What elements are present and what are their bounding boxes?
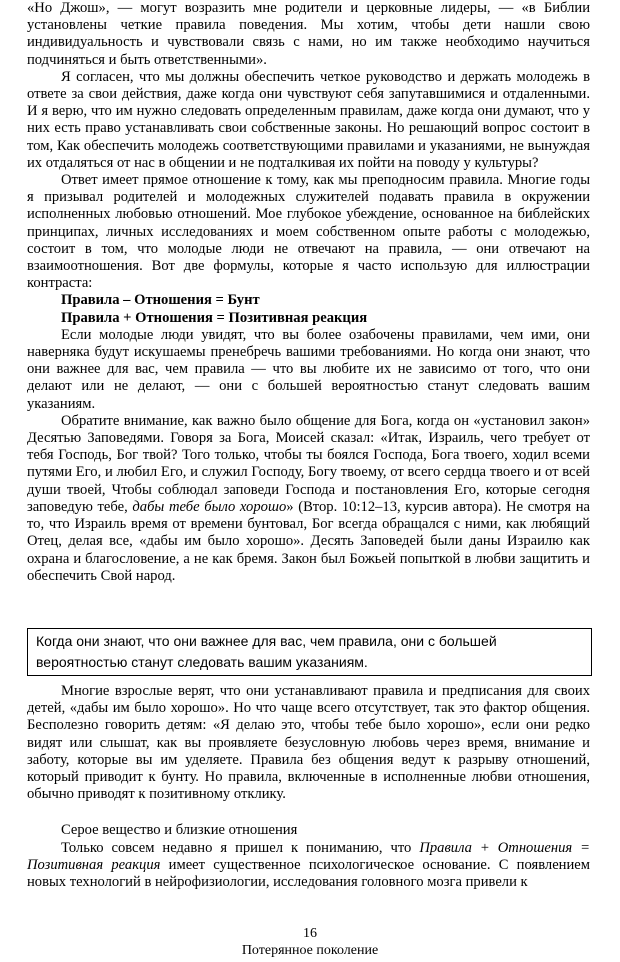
pull-quote-text: Когда они знают, что они важнее для вас, чем правила, они с большей вероятностью станут следовать вашим указаниям. xyxy=(36,633,497,670)
formula-positive: Правила + Отношения = Позитивная реакция xyxy=(61,309,368,326)
paragraph xyxy=(27,0,590,69)
page-number: 16 xyxy=(303,926,317,941)
text-run: Ответ имеет прямое отношение к тому, как мы преподносим правила. Многие годы я призывал родителей и молодежных служителей подавать правила в окружении исполненных любовью отношений. Мое глубокое убеждение, основанное на библейских принципах, личных исследованиях и моем собственном опыте работы с молодежью, состоит в том, что молодые люди не отвечают на правила, — они отвечают на взаимоотношения. Вот две формулы, которые я часто использую для иллюстрации контраста: xyxy=(27,172,590,292)
paragraph xyxy=(27,413,590,585)
italic-text: Правила + Отношения = Позитивная реакция xyxy=(27,839,590,873)
paragraph-group-last xyxy=(27,840,590,892)
text-run: Если молодые люди увидят, что вы более озабочены правилами, чем ими, они наверняка будут искушаемы пренебречь вашими требованиями. Но когда они знают, что они важнее для вас, чем правила — что вы любите их не зависимо от того, что они делают или не делают, — они с большей вероятностью станут следовать вашим указаниям. xyxy=(27,326,590,412)
text-run: Только совсем недавно я пришел к пониманию, что xyxy=(61,839,420,856)
paragraph xyxy=(27,172,590,292)
book-title: Потерянное поколение xyxy=(241,943,379,958)
body-text-bottom xyxy=(27,683,590,891)
text-run: Я согласен, что мы должны обеспечить четкое руководство и держать молодежь в ответе за свои действия, даже когда они чувствуют себя запутавшимися и отдаленными. И я верю, что им нужно следовать определенным правилам, даже когда они думают, что у них есть право устанавливать свои собственные законы. Но решающий вопрос состоит в том, Как обеспечить молодежь соответствующими правилами и указаниями, не вынуждая их отдаляться от нас в общении и не подталкивая их пойти на поводу у культуры? xyxy=(27,68,590,171)
pull-quote-box xyxy=(27,628,592,676)
paragraph xyxy=(27,683,590,803)
paragraph xyxy=(27,69,590,172)
paragraph-group-top xyxy=(27,0,590,292)
paragraph-group-mid xyxy=(27,327,590,585)
formula-rebellion: Правила – Отношения = Бунт xyxy=(61,292,260,309)
text-run: имеет существенное психологическое основание. С появлением новых технологий в нейрофизиологии, исследования головного мозга привели к xyxy=(27,856,590,891)
text-run: «Но Джош», — могут возразить мне родители и церковные лидеры, — «в Библии установлены четкие правила поведения. Мы хотим, чтобы дети нашли свою индивидуальность и чувствовали связь с нами, но им также необходимо научиться подчиняться и быть ответственными». xyxy=(27,0,590,68)
body-text-top xyxy=(27,0,590,585)
paragraph xyxy=(27,840,590,892)
section-heading: Серое вещество и близкие отношения xyxy=(61,822,298,839)
italic-text: дабы тебе было хорошо xyxy=(132,498,287,515)
text-run: » (Втор. 10:12–13, курсив автора). Не смотря на то, что Израиль время от времени бунтовал, Бог всегда обращался с ними, как любящий Отец, делая все, «дабы им было хорошо». Десять Заповедей были даны Израилю как охрана и благословение, а не как бремя. Закон был Божьей попыткой в любви защитить и обеспечить Свой народ. xyxy=(27,498,591,584)
text-run: Многие взрослые верят, что они устанавливают правила и предписания для своих детей, «дабы им было хорошо». Но что чаще всего отсутствует, так это фактор общения. Бесполезно говорить детям: «Я делаю это, чтобы тебе было хорошо», если они редко видят или слышат, как вы проявляете безусловную любовь через время, внимание и заботу, которые вы им уделяете. Правила без общения ведут к разрыву отношений, который приводит к бунту. Но правила, включенные в исполненные любви отношения, обычно приводят к позитивному отклику. xyxy=(27,683,590,803)
text-run: Обратите внимание, как важно было общение для Бога, когда он «установил закон» Десятью Заповедями. Говоря за Бога, Моисей сказал: «Итак, Израиль, чего требует от тебя Господь, Бог твой? Того только, чтобы ты боялся Господа, Бога твоего, ходил всеми путями Его, и любил Его, и служил Господу, Богу твоему, от всего сердца твоего и от всей души твоей, Чтобы соблюдал заповеди Господа и постановления Его, которые сегодня заповедую тебе, xyxy=(27,412,590,515)
paragraph-group-bottom xyxy=(27,683,590,803)
paragraph xyxy=(27,327,590,413)
